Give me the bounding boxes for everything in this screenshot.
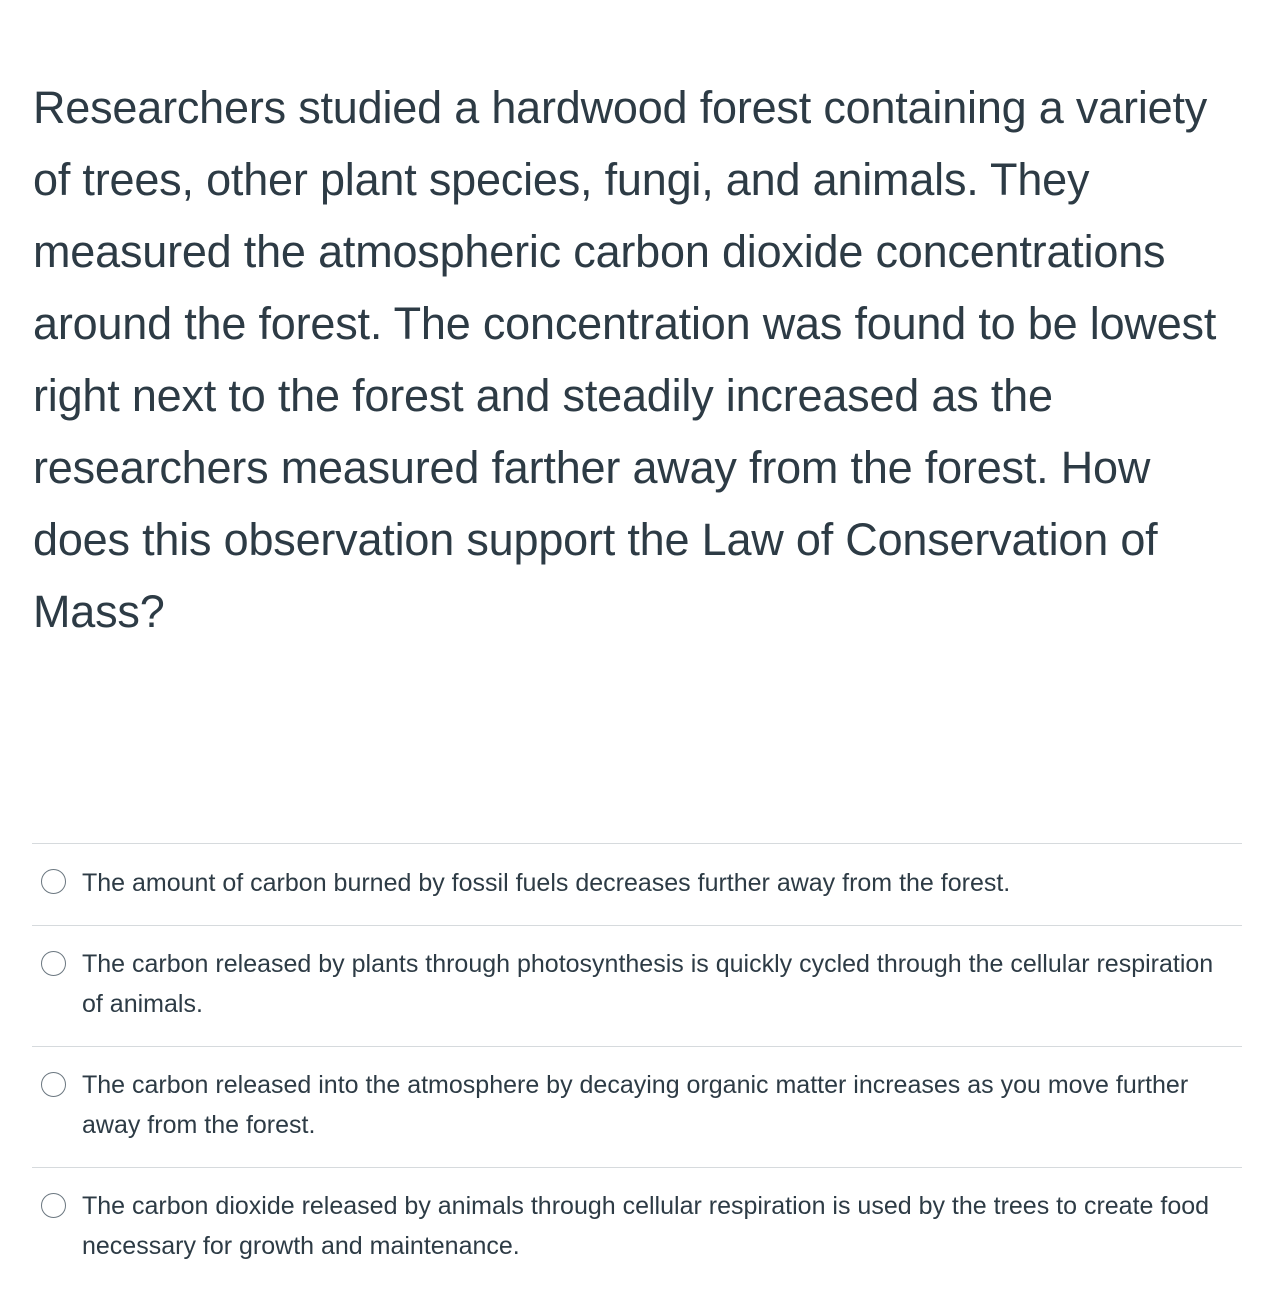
- answer-option-3[interactable]: [32, 1047, 1242, 1168]
- radio-button-icon[interactable]: [41, 1072, 66, 1097]
- radio-button-icon[interactable]: [41, 1193, 66, 1218]
- radio-button-icon[interactable]: [41, 951, 66, 976]
- answer-label[interactable]: The carbon released into the atmosphere by decaying organic matter increases as you move further away from the forest.: [82, 1071, 1189, 1139]
- answer-list: [32, 843, 1242, 1288]
- question-text: Researchers studied a hardwood forest containing a variety of trees, other plant species, fungi, and animals. They measured the atmospheric carbon dioxide concentrations around the forest. The concentration was found to be lowest right next to the forest and steadily increased as the researchers measured farther away from the forest. How does this observation support the Law of Conservation of Mass?: [33, 82, 1217, 637]
- answer-option-2[interactable]: [32, 926, 1242, 1047]
- answer-option-1[interactable]: [32, 844, 1242, 926]
- answer-option-4[interactable]: [32, 1168, 1242, 1288]
- answer-label[interactable]: The carbon released by plants through photosynthesis is quickly cycled through the cellular respiration of animals.: [82, 950, 1214, 1018]
- radio-button-icon[interactable]: [41, 869, 66, 894]
- answer-label[interactable]: The amount of carbon burned by fossil fuels decreases further away from the forest.: [82, 869, 1011, 897]
- answer-label[interactable]: The carbon dioxide released by animals through cellular respiration is used by the trees to create food necessary for growth and maintenance.: [82, 1192, 1210, 1260]
